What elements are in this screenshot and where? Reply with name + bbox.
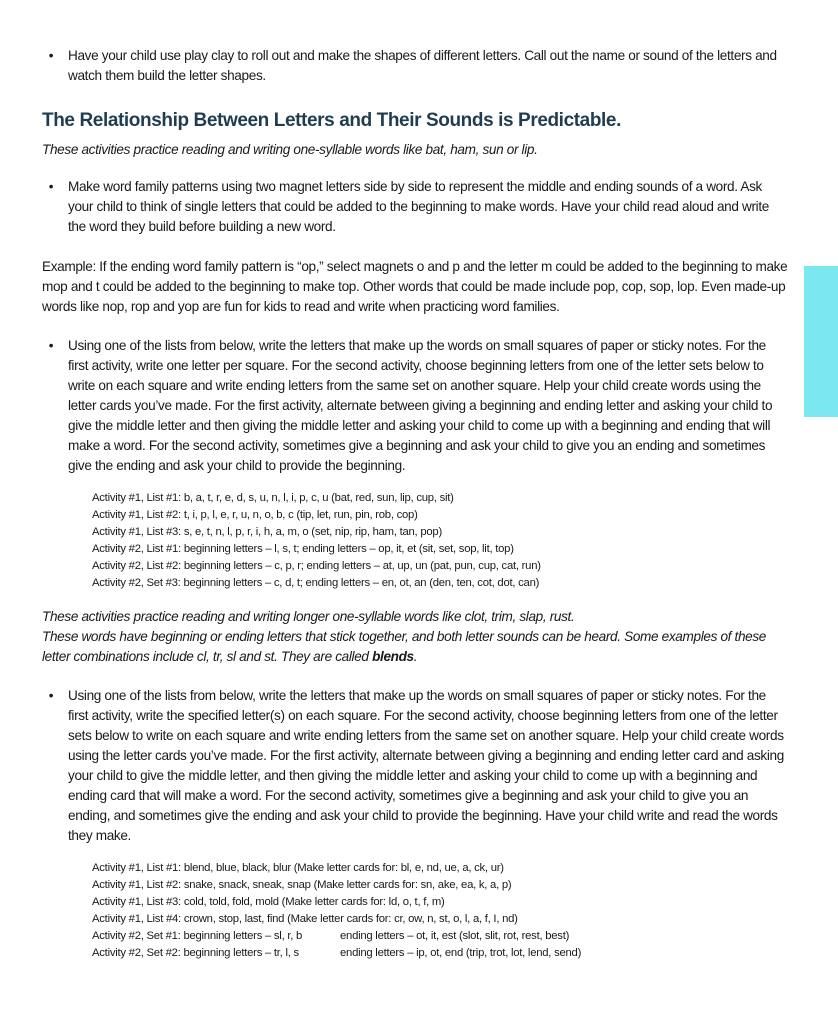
bullet-text: Make word family patterns using two magnet letters side by side to represent the middle and ending sounds of a word. Ask your child to think of single letters that could be added to the beginning to make words. Have your child read aloud and write the word they build before building a new word.	[68, 179, 769, 234]
list-item	[92, 928, 782, 945]
section-subtitle: These activities practice reading and writing one-syllable words like bat, ham, sun or lip.	[42, 142, 538, 157]
bullet-text: Using one of the lists from below, write the letters that make up the words on small squares of paper or sticky notes. For the first activity, write one letter per square. For the second activity, choose beginning letters from one of the letter sets below to write on each square and write ending letters from the same set on another square. Help your child create words using the letter cards you’ve made. For the first activity, alternate between giving a beginning and ending letter and asking your child to give the middle letter and then giving the middle letter and asking your child to come up with a beginning and ending that will make a word. For the second activity, sometimes give a beginning and ask your child to give you an ending and sometimes give the ending and ask your child to provide the beginning.	[68, 338, 773, 473]
list-item: Activity #1, List #4: crown, stop, last, find (Make letter cards for: cr, ow, n, st, o, l, a, f, I, nd)	[92, 913, 518, 925]
bullet-text: Using one of the lists from below, write the letters that make up the words on small squares of paper or sticky notes. For the first activity, write the specified letter(s) on each square. For the second activity, choose beginning letters from one of the letter sets below to write on each square and write ending letters from the same set on another square. Help your child create words using the letter cards you’ve made. For the first activity, alternate between giving a beginning and ending letter card and asking your child to give the middle letter, and then giving the middle letter and asking your child to come up with a beginning and ending card that will make a word. For the second activity, sometimes give a beginning and ask your child to give you an ending, and sometimes give the ending and ask your child to provide the beginning. Have your child write and read the words they make.	[68, 688, 784, 843]
bullet-dot: •	[48, 338, 54, 353]
blends-line-2	[42, 627, 790, 667]
blends-bold-word: blends	[372, 649, 414, 664]
list-item	[92, 945, 782, 962]
set-ending: ending letters – ot, it, est (slot, slit, rot, rest, best)	[340, 930, 570, 942]
list-item: Activity #1, List #3: s, e, t, n, l, p, r, i, h, a, m, o (set, nip, rip, ham, tan, pop)	[92, 526, 442, 538]
list-item: Activity #2, List #2: beginning letters – c, p, r; ending letters – at, up, un (pat, pun, cup, cat, run)	[92, 560, 541, 572]
list-item: Activity #2, List #1: beginning letters – l, s, t; ending letters – op, it, et (sit, set, sop, lit, top)	[92, 543, 514, 555]
set-beginning: Activity #2, Set #2: beginning letters – tr, l, s	[92, 947, 299, 959]
activity-list-2	[92, 860, 782, 962]
list-item: Activity #2, Set #3: beginning letters – c, d, t; ending letters – en, ot, an (den, ten, cot, dot, can)	[92, 577, 540, 589]
list-item: Activity #1, List #2: t, i, p, l, e, r, u, n, o, b, c (tip, let, run, pin, rob, cop)	[92, 509, 418, 521]
blends-line-1: These activities practice reading and writing longer one-syllable words like clot, trim, slap, rust.	[42, 609, 575, 624]
list-item: Activity #1, List #1: b, a, t, r, e, d, s, u, n, l, i, p, c, u (bat, red, sun, lip, cup, sit)	[92, 492, 454, 504]
blends-text: These words have beginning or ending letters that stick together, and both letter sounds can be heard. Some examples of these letter combinations include cl, tr, sl and st. They are called	[42, 629, 767, 664]
example-paragraph: Example: If the ending word family pattern is “op,” select magnets o and p and the letter m could be added to the beginning to make mop and t could be added to the beginning to make top. Other words that could be made include pop, cop, sop, lop. Even made-up words like nop, rop and yop are fun for kids to read and write when practicing word families.	[42, 259, 788, 314]
set-ending: ending letters – ip, ot, end (trip, trot, lot, lend, send)	[340, 947, 582, 959]
section-heading: The Relationship Between Letters and Their Sounds is Predictable.	[42, 110, 621, 131]
list-item: Activity #1, List #3: cold, told, fold, mold (Make letter cards for: ld, o, t, f, m)	[92, 896, 445, 908]
blends-period: .	[413, 649, 418, 664]
bullet-dot: •	[48, 688, 54, 703]
list-item: Activity #1, List #2: snake, snack, sneak, snap (Make letter cards for: sn, ake, ea, k, a, p)	[92, 879, 512, 891]
set-beginning: Activity #2, Set #1: beginning letters – sl, r, b	[92, 930, 303, 942]
bullet-dot: •	[48, 48, 54, 63]
bullet-dot: •	[48, 179, 54, 194]
list-item: Activity #1, List #1: blend, blue, black, blur (Make letter cards for: bl, e, nd, ue, a, ck, ur)	[92, 862, 504, 874]
side-tab-marker	[804, 266, 838, 417]
bullet-text: Have your child use play clay to roll out and make the shapes of different letters. Call out the name or sound of the letters and watch them build the letter shapes.	[68, 48, 777, 83]
activity-list-1	[92, 490, 782, 592]
blends-intro	[42, 607, 790, 667]
